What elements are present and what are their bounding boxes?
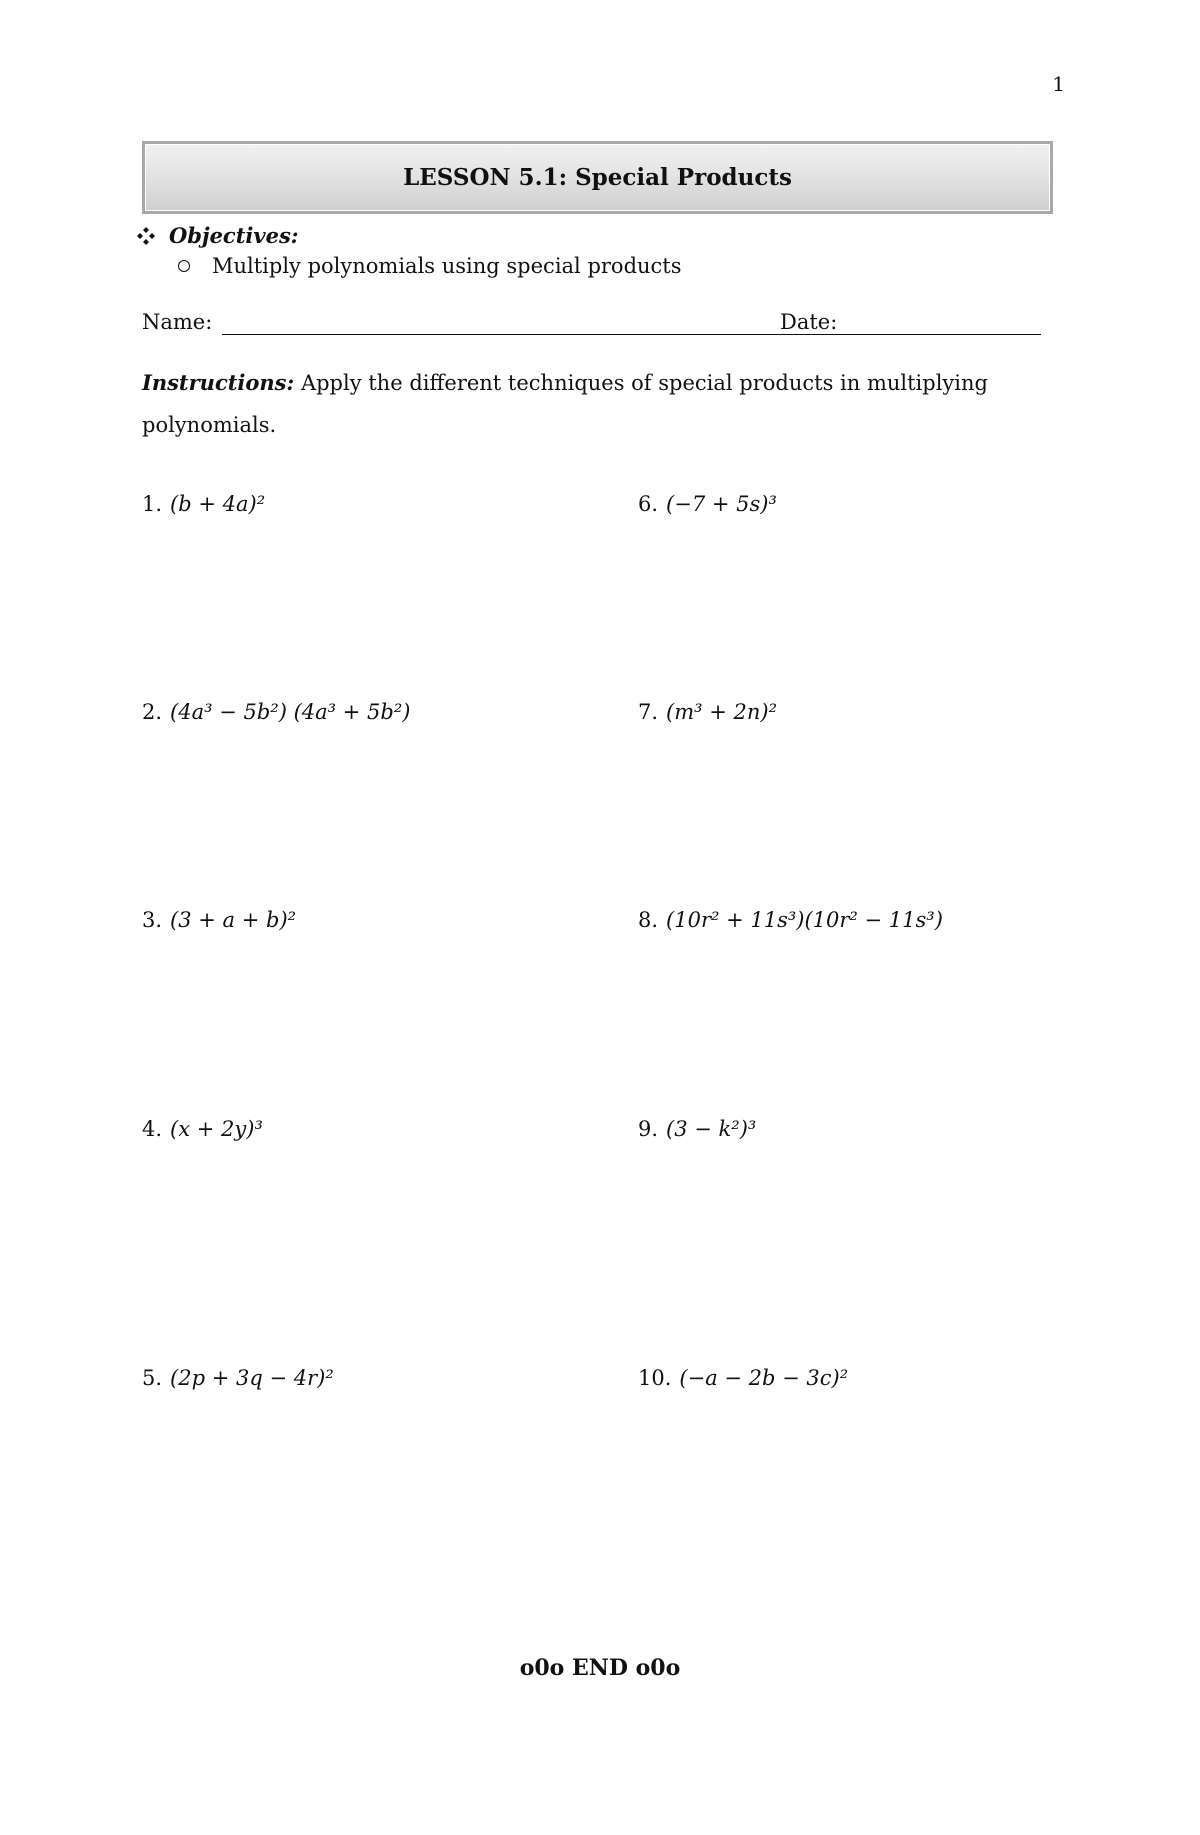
problem-number: 8.: [638, 908, 659, 932]
problem-number: 4.: [142, 1117, 163, 1141]
problem-item-6: [638, 492, 777, 516]
problem-expression: (3 + a + b)²: [170, 908, 297, 932]
name-field[interactable]: [222, 334, 859, 335]
problem-number: 1.: [142, 492, 163, 516]
problem-item-3: [142, 908, 296, 932]
instructions-lead: Instructions:: [142, 370, 295, 395]
instructions-paragraph: [142, 362, 1062, 446]
problem-number: 3.: [142, 908, 163, 932]
date-label: Date:: [780, 310, 838, 334]
problem-number: 5.: [142, 1366, 163, 1390]
lesson-title: LESSON 5.1: Special Products: [403, 164, 792, 191]
objective-text: Multiply polynomials using special products: [212, 254, 682, 278]
date-field[interactable]: [850, 334, 1041, 335]
problem-item-8: [638, 908, 943, 932]
problem-expression: (b + 4a)²: [170, 492, 266, 516]
page-number: 1: [1052, 72, 1065, 96]
instructions-text: Apply the different techniques of special products in multiplying polynomials.: [142, 371, 988, 437]
problem-number: 9.: [638, 1117, 659, 1141]
end-marker: o0o END o0o: [519, 1655, 681, 1681]
problem-expression: (−a − 2b − 3c)²: [679, 1366, 849, 1390]
problem-expression: (3 − k²)³: [666, 1117, 757, 1141]
problem-item-5: [142, 1366, 334, 1390]
hollow-circle-icon: [178, 260, 190, 272]
name-label: Name:: [142, 310, 213, 334]
objectives-heading: Objectives:: [169, 223, 299, 248]
four-diamond-bullet-icon: [135, 225, 157, 247]
problem-expression: (10r² + 11s³)(10r² − 11s³): [666, 908, 943, 932]
problem-item-2: [142, 700, 410, 724]
problem-expression: (4a³ − 5b²) (4a³ + 5b²): [170, 700, 411, 724]
problem-item-10: [638, 1366, 848, 1390]
problem-number: 7.: [638, 700, 659, 724]
objectives-heading-row: [135, 223, 299, 248]
objective-item: [178, 254, 682, 278]
problem-number: 6.: [638, 492, 659, 516]
problem-expression: (m³ + 2n)²: [666, 700, 778, 724]
problem-item-1: [142, 492, 265, 516]
problem-expression: (2p + 3q − 4r)²: [170, 1366, 334, 1390]
problem-item-4: [142, 1117, 263, 1141]
problem-item-7: [638, 700, 777, 724]
problem-number: 10.: [638, 1366, 672, 1390]
problem-expression: (x + 2y)³: [170, 1117, 263, 1141]
problem-number: 2.: [142, 700, 163, 724]
problem-expression: (−7 + 5s)³: [666, 492, 777, 516]
problem-item-9: [638, 1117, 756, 1141]
lesson-title-box: [142, 141, 1053, 214]
